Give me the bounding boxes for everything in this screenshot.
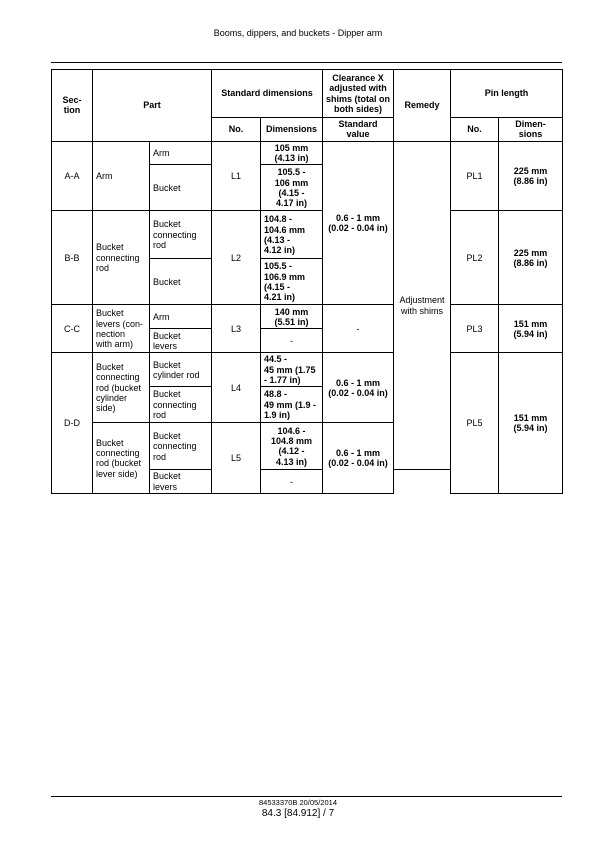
col-remedy: Remedy: [394, 70, 451, 142]
dimension-cell: 140 mm (5.51 in): [261, 305, 323, 329]
section-cell: B-B: [52, 211, 93, 305]
remedy-cell: Adjustment with shims: [394, 141, 451, 470]
part-cell: Arm: [93, 141, 150, 211]
no-cell: L2: [212, 211, 261, 305]
subpart-cell: Arm: [150, 141, 212, 165]
no-cell: L3: [212, 305, 261, 353]
dimension-cell: 44.5 - 45 mm (1.75 - 1.77 in): [261, 353, 323, 387]
subpart-cell: Bucket cylinder rod: [150, 353, 212, 387]
table-row: [52, 353, 563, 387]
no-cell: L1: [212, 141, 261, 211]
col-part: Part: [93, 70, 212, 142]
footer-doc-id: 84533370B 20/05/2014: [259, 798, 337, 807]
pin-no-cell: PL2: [451, 211, 499, 305]
clearance-cell: -: [323, 305, 394, 353]
sub-standard-value: Standard value: [323, 118, 394, 142]
table-row: [52, 141, 563, 165]
footer-page-number: 84.3 [84.912] / 7: [261, 808, 335, 819]
table-row: [52, 305, 563, 329]
no-cell: L4: [212, 353, 261, 423]
col-clearance: Clearance X adjusted with shims (total on both sides): [323, 70, 394, 118]
part-cell: Bucket connecting rod: [93, 211, 150, 305]
subpart-cell: Arm: [150, 305, 212, 329]
dimensions-table: [51, 69, 563, 494]
subpart-cell: Bucket connecting rod: [150, 211, 212, 259]
sub-pin-no: No.: [451, 118, 499, 142]
pin-no-cell: PL5: [451, 353, 499, 494]
pin-dimension-cell: 225 mm (8.86 in): [499, 211, 563, 305]
header-rule: [51, 62, 562, 63]
col-pin-length: Pin length: [451, 70, 563, 118]
sub-pin-dimensions: Dimen- sions: [499, 118, 563, 142]
table-row: [52, 211, 563, 259]
clearance-cell: 0.6 - 1 mm (0.02 - 0.04 in): [323, 353, 394, 423]
subpart-cell: Bucket levers: [150, 329, 212, 353]
subpart-cell: Bucket: [150, 165, 212, 211]
dimension-cell: 104.6 - 104.8 mm (4.12 - 4.13 in): [261, 423, 323, 470]
footer-rule: [51, 796, 562, 797]
sub-no: No.: [212, 118, 261, 142]
section-cell: A-A: [52, 141, 93, 211]
clearance-cell: 0.6 - 1 mm (0.02 - 0.04 in): [323, 141, 394, 305]
pin-no-cell: PL1: [451, 141, 499, 211]
pin-dimension-cell: 225 mm (8.86 in): [499, 141, 563, 211]
clearance-cell: 0.6 - 1 mm (0.02 - 0.04 in): [323, 423, 394, 494]
col-section: Sec- tion: [52, 70, 93, 142]
pin-no-cell: PL3: [451, 305, 499, 353]
subpart-cell: Bucket connecting rod: [150, 387, 212, 423]
dimension-cell: -: [261, 470, 323, 494]
dimension-cell: -: [261, 329, 323, 353]
dimension-cell: 48.8 - 49 mm (1.9 - 1.9 in): [261, 387, 323, 423]
dimension-cell: 105.5 - 106 mm (4.15 - 4.17 in): [261, 165, 323, 211]
page-header: Booms, dippers, and buckets - Dipper arm: [213, 28, 383, 38]
part-cell: Bucket connecting rod (bucket lever side): [93, 423, 150, 494]
part-cell: Bucket connecting rod (bucket cylinder side): [93, 353, 150, 423]
dimension-cell: 105 mm (4.13 in): [261, 141, 323, 165]
subpart-cell: Bucket connecting rod: [150, 423, 212, 470]
subpart-cell: Bucket: [150, 259, 212, 305]
pin-dimension-cell: 151 mm (5.94 in): [499, 353, 563, 494]
pin-dimension-cell: 151 mm (5.94 in): [499, 305, 563, 353]
dimension-cell: 105.5 - 106.9 mm (4.15 - 4.21 in): [261, 259, 323, 305]
no-cell: L5: [212, 423, 261, 494]
sub-dimensions: Dimensions: [261, 118, 323, 142]
subpart-cell: Bucket levers: [150, 470, 212, 494]
col-standard-dimensions: Standard dimensions: [212, 70, 323, 118]
section-cell: C-C: [52, 305, 93, 353]
dimension-cell: 104.8 - 104.6 mm (4.13 - 4.12 in): [261, 211, 323, 259]
part-cell: Bucket levers (con- nection with arm): [93, 305, 150, 353]
section-cell: D-D: [52, 353, 93, 494]
